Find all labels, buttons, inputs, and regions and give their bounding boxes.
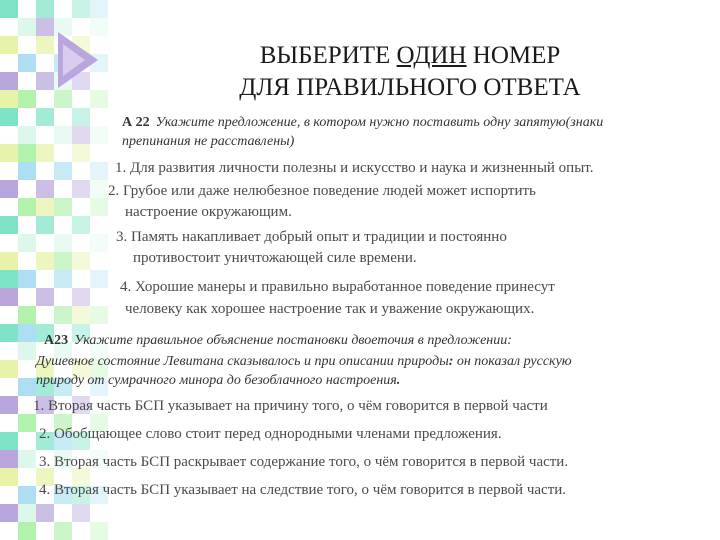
sidebar-tile	[0, 360, 18, 378]
sidebar-tile	[0, 396, 18, 414]
sidebar-tile	[18, 486, 36, 504]
sidebar-tile	[36, 180, 54, 198]
title-underlined-word: ОДИН	[396, 42, 467, 69]
q23-sentence	[36, 352, 714, 390]
sidebar-tile	[18, 90, 36, 108]
sidebar-tile	[54, 198, 72, 216]
q22-prompt: А 22 Укажите предложение, в котором нужно поставить одну запятую(знаки препинания не расставлены)	[122, 115, 604, 149]
sidebar-tile	[72, 180, 90, 198]
sidebar-tile	[72, 252, 90, 270]
sidebar-tile	[36, 252, 54, 270]
sidebar-tile	[90, 198, 108, 216]
q22-option-3: 3. Память накапливает добрый опыт и традиции и постоянно	[116, 229, 507, 245]
sidebar-tile	[36, 216, 54, 234]
sidebar-tile	[18, 144, 36, 162]
sidebar-tile	[72, 306, 90, 324]
sidebar-tile	[54, 126, 72, 144]
title-line-2: ДЛЯ ПРАВИЛЬНОГО ОТВЕТА	[239, 74, 581, 101]
sidebar-tile	[18, 162, 36, 180]
sidebar-tile	[18, 270, 36, 288]
sidebar-tile	[54, 522, 72, 540]
sidebar-tile	[18, 126, 36, 144]
sidebar-tile	[90, 522, 108, 540]
sidebar-tile	[36, 108, 54, 126]
sidebar-tile	[0, 504, 18, 522]
sidebar-tile	[0, 0, 18, 18]
sidebar-tile	[18, 378, 36, 396]
q22-option-2-cont: настроение окружающим.	[125, 204, 292, 220]
sidebar-tile	[36, 198, 54, 216]
q22-option-4-cont: человеку как хорошее настроение так и уважение окружающих.	[125, 301, 535, 317]
sidebar-tile	[54, 252, 72, 270]
q22-option-4: 4. Хорошие манеры и правильно выработанное поведение принесут	[120, 279, 555, 295]
sidebar-tile	[18, 234, 36, 252]
sidebar-tile	[18, 18, 36, 36]
sidebar-tile	[36, 18, 54, 36]
sidebar-tile	[0, 450, 18, 468]
title-line-1: ВЫБЕРИТЕ ОДИН НОМЕР	[259, 42, 561, 69]
sidebar-tile	[36, 0, 54, 18]
sidebar-tile	[0, 90, 18, 108]
sidebar-tile	[0, 288, 18, 306]
sidebar-tile	[72, 0, 90, 18]
sidebar-tile	[36, 144, 54, 162]
q22-option-2: 2. Грубое или даже нелюбезное поведение людей может испортить	[108, 183, 536, 199]
sidebar-tile	[72, 216, 90, 234]
sidebar-tile	[72, 504, 90, 522]
sidebar-tile	[90, 270, 108, 288]
sidebar-tile	[54, 234, 72, 252]
sidebar-tile	[72, 288, 90, 306]
sidebar-tile	[18, 414, 36, 432]
sidebar-tile	[54, 306, 72, 324]
q23-option-3: 3. Вторая часть БСП раскрывает содержание того, о чём говорится в первой части.	[39, 454, 569, 470]
sidebar-tile	[18, 306, 36, 324]
sidebar-tile	[18, 198, 36, 216]
sidebar-tile	[0, 180, 18, 198]
sidebar-tile	[90, 90, 108, 108]
sidebar-tile	[54, 90, 72, 108]
sidebar-tile	[36, 504, 54, 522]
sidebar-tile	[36, 36, 54, 54]
sidebar-tile	[18, 54, 36, 72]
sidebar-tile	[0, 468, 18, 486]
sidebar-tile	[0, 270, 18, 288]
q23-number: А23	[44, 333, 69, 348]
sidebar-tile	[18, 522, 36, 540]
sidebar-tile	[90, 306, 108, 324]
sidebar-tile	[0, 252, 18, 270]
q23-prompt: А23 Укажите правильное объяснение постановки двоеточия в предложении:	[44, 333, 512, 348]
sidebar-tile	[36, 72, 54, 90]
q23-option-2: 2. Обобщающее слово стоит перед однородными членами предложения.	[39, 426, 502, 442]
sidebar-tile	[18, 342, 36, 360]
sidebar-tile	[18, 504, 36, 522]
q22-option-3-cont: противостоит уничтожающей силе времени.	[133, 250, 417, 266]
q23-sentence-line-2: природу от сумрачного минора до безоблачного настроения.	[36, 373, 401, 388]
q23-option-4: 4. Вторая часть БСП указывает на следствие того, о чём говорится в первой части.	[39, 482, 567, 498]
sidebar-tile	[54, 270, 72, 288]
sidebar-tile	[0, 72, 18, 90]
q23-option-1: 1. Вторая часть БСП указывает на причину того, о чём говорится в первой части	[33, 398, 548, 414]
sidebar-tile	[36, 288, 54, 306]
sidebar-tile	[90, 162, 108, 180]
sidebar-tile	[90, 234, 108, 252]
slide-title	[200, 40, 620, 104]
sidebar-tile	[0, 108, 18, 126]
q22-number: А 22	[122, 115, 150, 130]
sidebar-tile	[0, 144, 18, 162]
sidebar-tile	[72, 108, 90, 126]
sidebar-tile	[0, 216, 18, 234]
sidebar-tile	[72, 126, 90, 144]
sidebar-tile	[72, 144, 90, 162]
triangle-highlight	[63, 44, 85, 76]
sidebar-tile	[18, 324, 36, 342]
sidebar-tile	[0, 324, 18, 342]
sidebar-tile	[0, 36, 18, 54]
q22-option-1: 1. Для развития личности полезны и искусство и наука и жизненный опыт.	[115, 160, 594, 176]
sidebar-tile	[90, 126, 108, 144]
sidebar-tile	[54, 162, 72, 180]
sidebar-tile	[18, 450, 36, 468]
sidebar-tile	[90, 180, 108, 198]
sidebar-tile	[90, 0, 108, 18]
sidebar-tile	[0, 432, 18, 450]
q23-sentence-line-1: Душевное состояние Левитана сказывалось и при описании природы: он показал русскую	[36, 354, 572, 369]
